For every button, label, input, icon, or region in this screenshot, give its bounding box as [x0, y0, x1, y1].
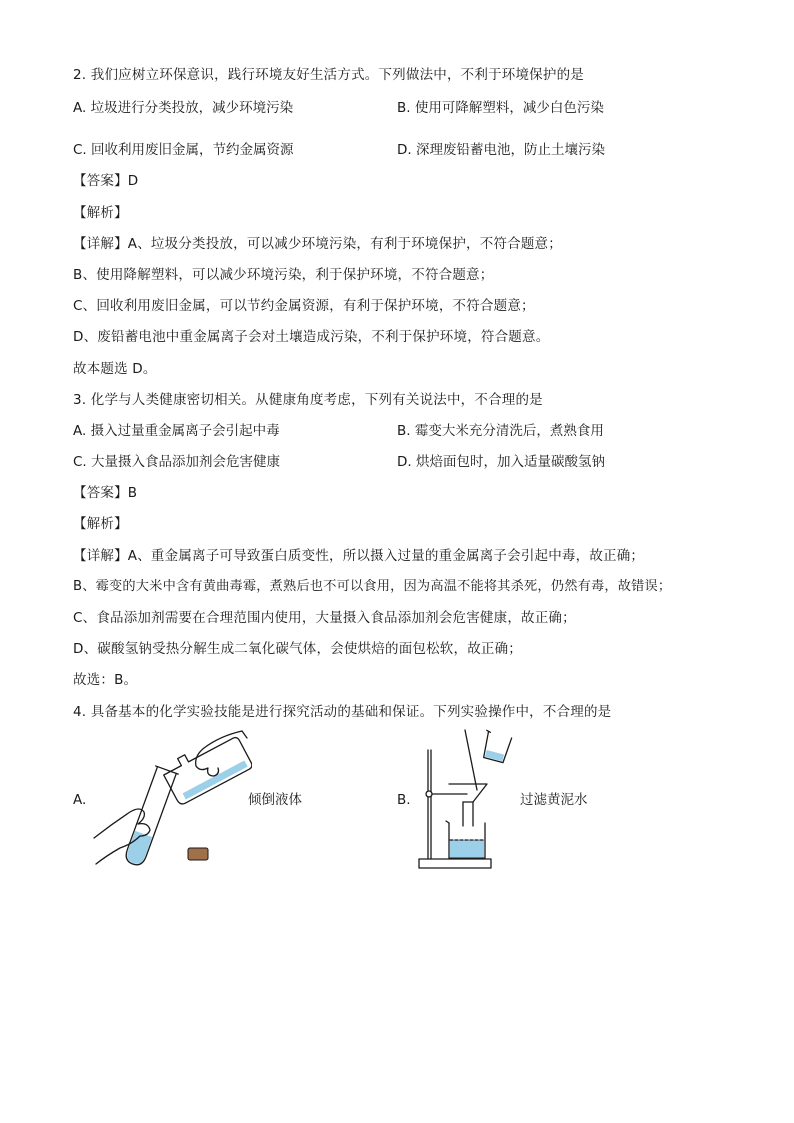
q3-stem: 3. 化学与人类健康密切相关。从健康角度考虑，下列有关说法中，不合理的是 [73, 392, 543, 408]
q3-option-c: C. 大量摄入食品添加剂会危害健康 [73, 454, 281, 470]
q2-analysis-heading: 【解析】 [73, 205, 128, 221]
q2-detail-c: C、回收利用废旧金属，可以节约金属资源，有利于保护环境，不符合题意； [73, 298, 535, 314]
q4-stem: 4. 具备基本的化学实验技能是进行探究活动的基础和保证。下列实验操作中，不合理的是 [73, 704, 612, 720]
q3-detail-c: C、食品添加剂需要在合理范围内使用，大量摄入食品添加剂会危害健康，故正确； [73, 610, 576, 626]
q2-stem: 2. 我们应树立环保意识，践行环境友好生活方式。下列做法中，不利于环境保护的是 [73, 67, 584, 83]
q2-option-d: D. 深理废铅蓄电池，防止土壤污染 [397, 142, 605, 158]
q2-conclusion: 故本题选 D。 [73, 361, 157, 377]
filtration-figure [415, 726, 515, 871]
q2-detail-d: D、废铅蓄电池中重金属离子会对土壤造成污染，不利于保护环境，符合题意。 [73, 329, 550, 345]
q3-option-d: D. 烘焙面包时，加入适量碳酸氢钠 [397, 454, 605, 470]
q4-option-a-caption: 倾倒液体 [248, 792, 302, 808]
q3-detail-a: 【详解】A、重金属离子可导致蛋白质变性，所以摄入过量的重金属离子会引起中毒，故正确； [73, 548, 645, 564]
q3-detail-d: D、碳酸氢钠受热分解生成二氧化碳气体，会使烘焙的面包松软，故正确； [73, 641, 522, 657]
q3-conclusion: 故选：B。 [73, 672, 138, 688]
q3-option-b: B. 霉变大米充分清洗后，煮熟食用 [397, 423, 604, 439]
bottle-stopper-icon [188, 848, 208, 860]
q2-answer: 【答案】D [73, 173, 139, 189]
pouring-liquid-figure [92, 726, 252, 876]
q2-option-c: C. 回收利用废旧金属，节约金属资源 [73, 142, 294, 158]
q2-option-a: A. 垃圾进行分类投放，减少环境污染 [73, 100, 294, 116]
q4-option-a-label: A. [73, 792, 87, 808]
q2-detail-b: B、使用降解塑料，可以减少环境污染，利于保护环境，不符合题意； [73, 267, 494, 283]
q3-detail-b: B、霉变的大米中含有黄曲毒霉，煮熟后也不可以食用，因为高温不能将其杀死，仍然有毒，故错误； [73, 579, 672, 594]
q2-option-b: B. 使用可降解塑料，减少白色污染 [397, 100, 604, 116]
q2-detail-a: 【详解】A、垃圾分类投放，可以减少环境污染，有利于环境保护，不符合题意； [73, 236, 562, 252]
q3-answer: 【答案】B [73, 485, 138, 501]
q4-option-b-label: B. [397, 792, 411, 808]
q3-analysis-heading: 【解析】 [73, 516, 128, 532]
q3-option-a: A. 摄入过量重金属离子会引起中毒 [73, 423, 280, 439]
q4-option-b-caption: 过滤黄泥水 [520, 792, 588, 808]
